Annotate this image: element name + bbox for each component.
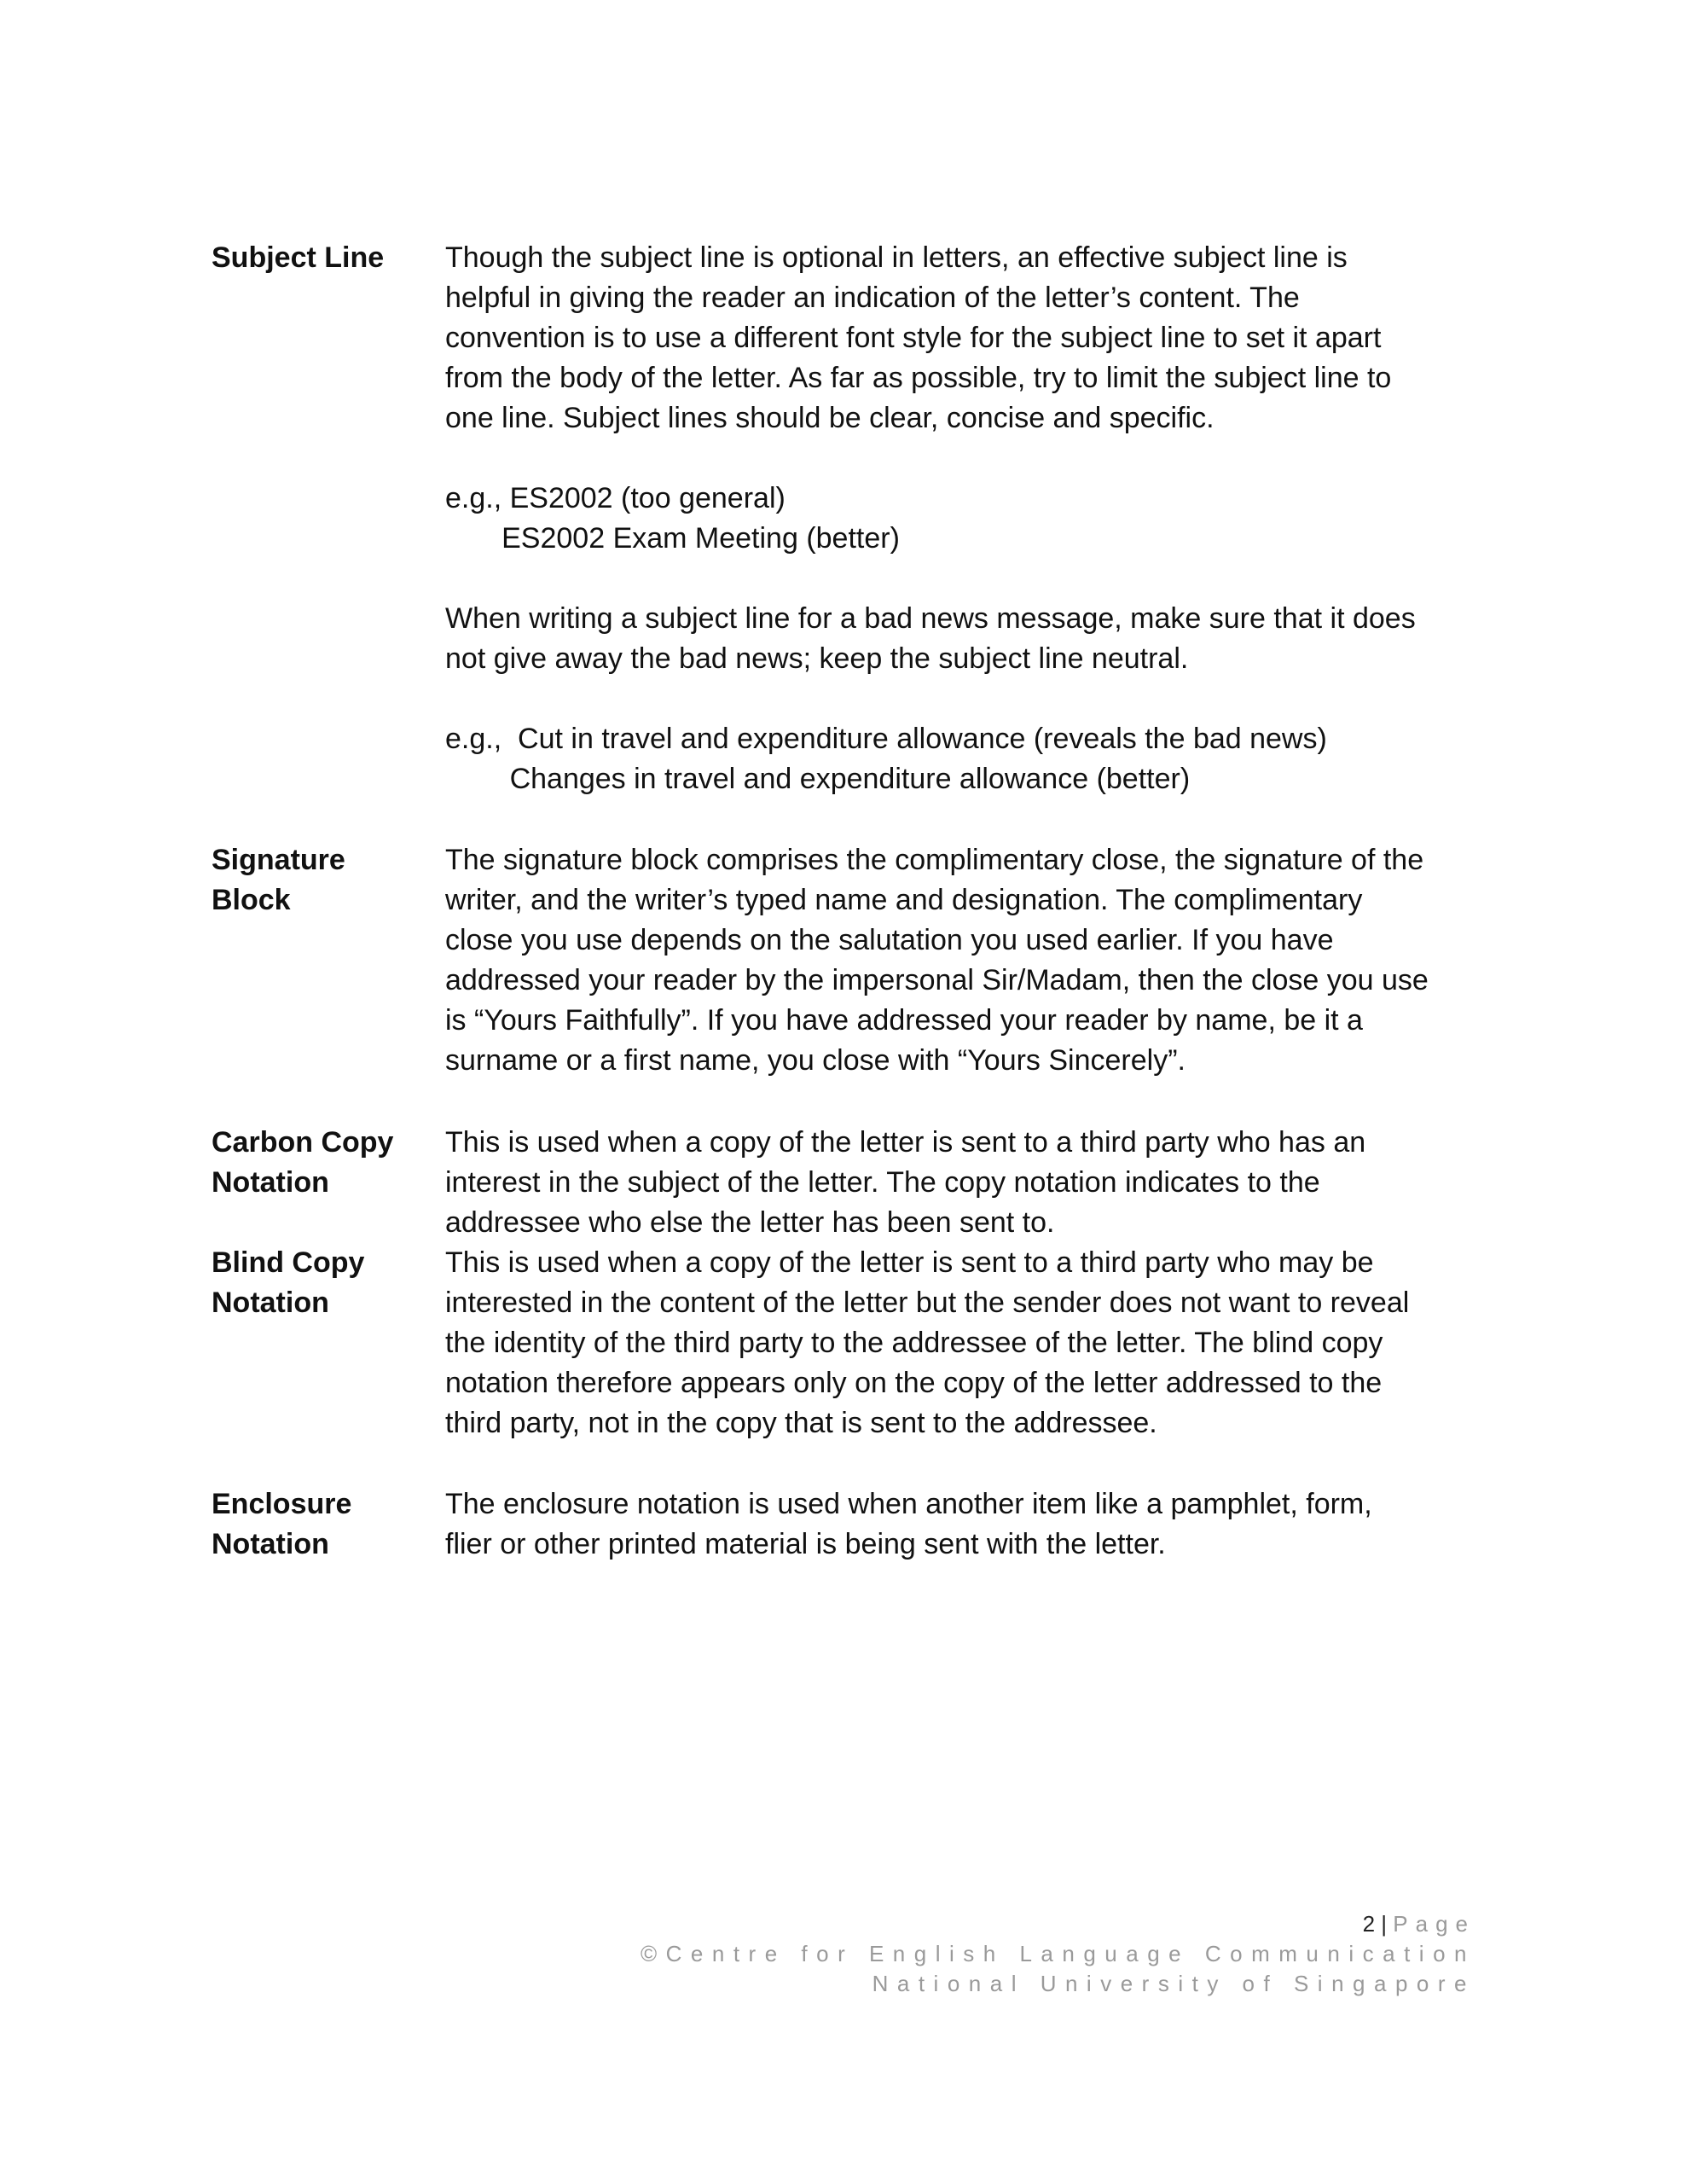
term-subject-line: Subject Line bbox=[212, 241, 385, 274]
example-line: e.g., Cut in travel and expenditure allowance (reveals the bad news) bbox=[445, 723, 1327, 755]
page-number-line bbox=[641, 1909, 1475, 1939]
definition-subject-line bbox=[445, 238, 1687, 799]
example-line: ES2002 Exam Meeting (better) bbox=[445, 522, 900, 555]
page-number: 2 bbox=[1362, 1911, 1376, 1937]
definition-signature-block bbox=[445, 840, 1687, 1081]
paragraph: The enclosure notation is used when another item like a pamphlet, form, flier or other printed material is being sent with the letter. bbox=[445, 1488, 1372, 1560]
paragraph: When writing a subject line for a bad news message, make sure that it does not give away the bad news; keep the subject line neutral. bbox=[445, 602, 1416, 675]
term-signature-block: Signature Block bbox=[212, 844, 345, 916]
term-blind-copy-notation: Blind Copy Notation bbox=[212, 1246, 365, 1319]
paragraph: Though the subject line is optional in letters, an effective subject line is helpful in giving the reader an indication of the letter’s content. The convention is to use a different font style for the subject line to set it apart from the body of the letter. As far as possible, try to limit the subject line to one line. Subject lines should be clear, concise and specific. bbox=[445, 241, 1392, 434]
example-line: Changes in travel and expenditure allowance (better) bbox=[445, 763, 1191, 795]
paragraph: This is used when a copy of the letter is sent to a third party who may be interested in the content of the letter but the sender does not want to reveal the identity of the third party to the addressee of the letter. The blind copy notation therefore appears only on the copy of the letter addressed to the third party, not in the copy that is sent to the addressee. bbox=[445, 1246, 1410, 1439]
page-separator: | bbox=[1381, 1911, 1388, 1937]
example-line: e.g., ES2002 (too general) bbox=[445, 482, 786, 514]
paragraph: This is used when a copy of the letter is sent to a third party who has an interest in the subject of the letter. The copy notation indicates to the addressee who else the letter has been sent to. bbox=[445, 1126, 1366, 1239]
page-footer bbox=[641, 1909, 1475, 1999]
term-enclosure-notation: Enclosure Notation bbox=[212, 1488, 352, 1560]
definition-carbon-copy-notation bbox=[445, 1123, 1687, 1243]
footer-organization-line-2: National University of Singapore bbox=[872, 1971, 1475, 1996]
definition-blind-copy-notation bbox=[445, 1243, 1687, 1443]
page-label: Page bbox=[1393, 1911, 1475, 1937]
term-carbon-copy-notation: Carbon Copy Notation bbox=[212, 1126, 394, 1199]
footer-organization-line-1: ©Centre for English Language Communication bbox=[640, 1941, 1475, 1966]
paragraph: The signature block comprises the complimentary close, the signature of the writer, and the writer’s typed name and designation. The complimentary close you use depends on the salutation you used earlier. If you have addressed your reader by the impersonal Sir/Madam, then the close you use is “Yours Faithfully”. If you have addressed your reader by name, be it a surname or a first name, you close with “Yours Sincerely”. bbox=[445, 844, 1429, 1077]
definition-enclosure-notation bbox=[445, 1484, 1687, 1565]
